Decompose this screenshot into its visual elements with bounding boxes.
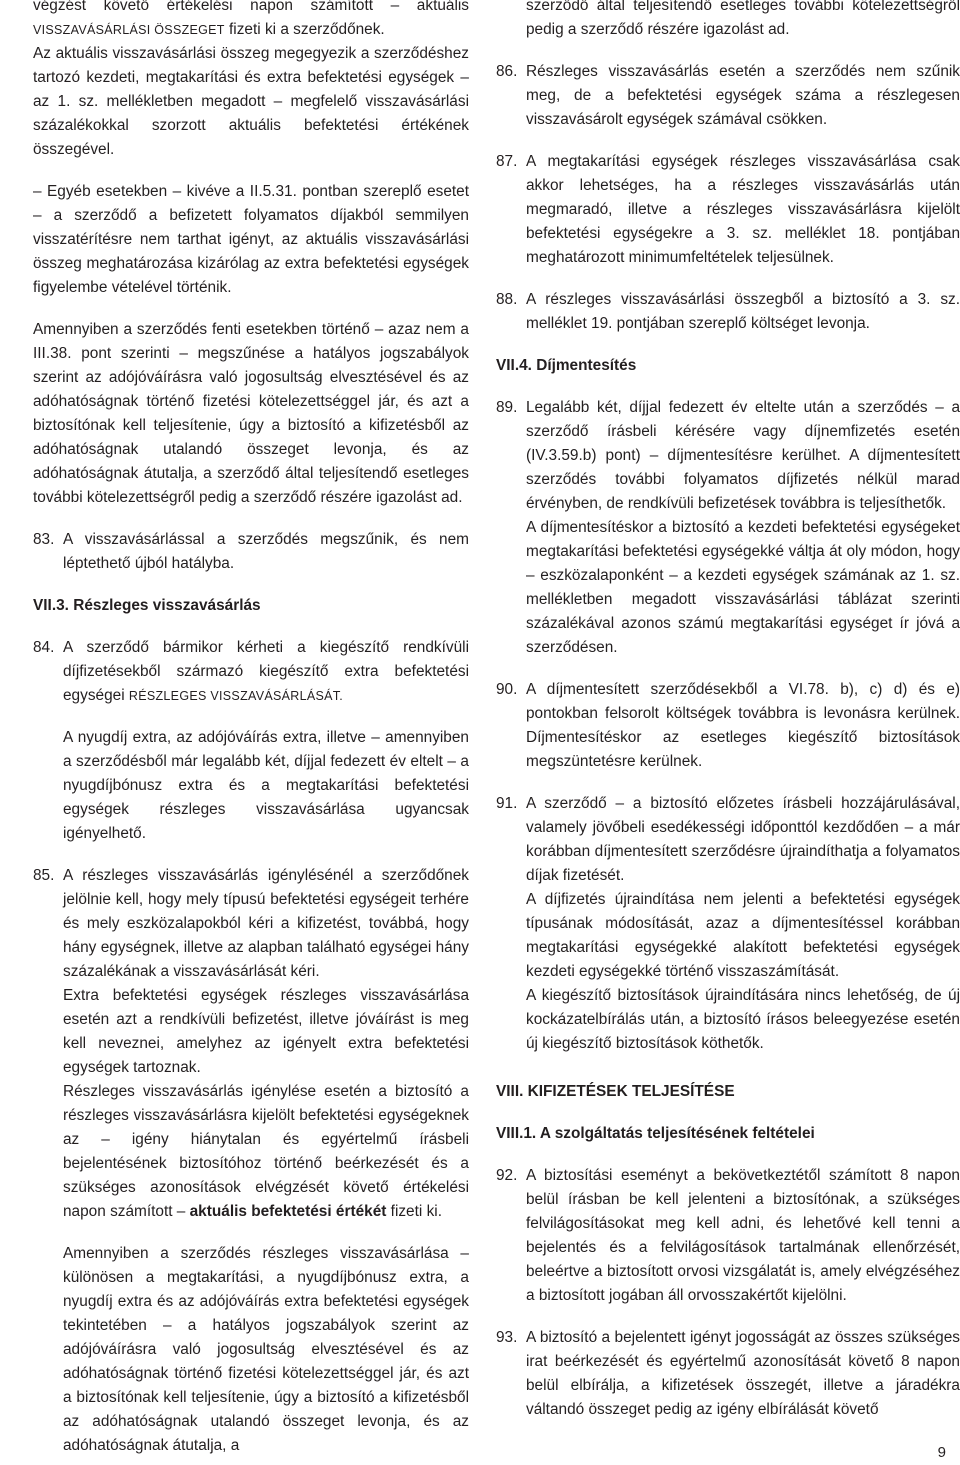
paragraph-current-value: Az aktuális visszavásárlási összeg megegyezik a szerződéshez tartozó kezdeti, megtakarítási és extra befektetési egységek – az 1. sz. mellékletben megadott – megfelelő visszavásárlási százalékokkal szorzott aktuális befektetési értékének összegével. [33,45,469,158]
left-column [33,0,469,1458]
item-number: 90. [496,681,518,698]
section-heading-8: VIII. KIFIZETÉSEK TELJESÍTÉSE [496,1083,735,1100]
item-89 [496,396,960,660]
text-span: fizeti ki a szerződőnek. [224,21,385,38]
item-number: 83. [33,531,55,548]
small-caps-span: VISSZAVÁSÁRLÁSI ÖSSZEGET [33,23,225,37]
item-number: 92. [496,1167,518,1184]
item-number: 91. [496,795,518,812]
item-text-2: A nyugdíj extra, az adójóváírás extra, illetve – amennyiben a szerződésből már legalább két, díjjal fedezett év eltelt – a nyugdíjbónusz extra és a megtakarítási befektetési egységek részleges visszavásárlása ugyancsak igényelhető. [63,729,469,842]
text-span: fizeti ki. [386,1203,442,1220]
item-number: 88. [496,291,518,308]
item-text: A biztosítási eseményt a bekövetkeztétől számított 8 napon belül írásban be kell jelenteni a biztosítónak, a szükséges felvilágosításokat meg kell adni, és lehetővé kell tenni a bejelentés és a felvilágosítások tartalmának ellenőrzését, beleértve a biztosított orvosi vizsgálatát is, amely elvégzéséhez a biztosított jogában áll orvosszakértőt kijelölni. [526,1167,960,1304]
item-88 [496,288,960,336]
item-92 [496,1164,960,1308]
item-87 [496,150,960,270]
page-number: 9 [937,1444,946,1461]
paragraph-continuation [33,0,469,42]
item-number: 85. [33,867,55,884]
text-span: végzést követő értékelési napon számított – aktuális [33,0,469,14]
item-text: A visszavásárlással a szerződés megszűnik, és nem léptethető újból hatályba. [63,531,469,572]
item-85 [33,864,469,1458]
item-text: A díjmentesített szerződésekből a VI.78. b), c) d) és e) pontokban felsorolt költségek továbbra is levonásra kerülnek. Díjmentesítéskor az esetleges kiegészítő biztosítások megszüntetésre kerülnek. [526,681,960,770]
bold-span: aktuális befektetési értékét [189,1203,387,1220]
item-text: A szerződő bármikor kérheti a kiegészítő rendkívüli díjfizetésekből származó kiegészítő extra befektetési egységei [63,639,469,704]
item-number: 93. [496,1329,518,1346]
item-text-3: A kiegészítő biztosítások újraindítására nincs lehetőség, de új kockázatelbírálás után, a biztosító írásos beleegyezése esetén új kiegészítő biztosítások köthetők. [526,987,960,1052]
item-text: A megtakarítási egységek részleges visszavásárlása csak akkor lehetséges, ha a részleges visszavásárlás után megmaradó, illetve a részleges visszavásárlásra kijelölt befektetési egységekre a 3. sz. melléklet 18. pontjában meghatározott minimumfeltételek teljesülnek. [526,153,960,266]
right-column [496,0,960,1422]
item-text: A részleges visszavásárlás igénylésénél a szerződőnek jelölnie kell, hogy mely típusú befektetési egységeit terhére és mely eszközalapokból kéri a kifizetést, továbbá, hogy hány egységnek, illetve az alapban található egységei hány százalékának a visszavásárlását kéri. [63,867,469,980]
section-heading-8-1: VIII.1. A szolgáltatás teljesítésének feltételei [496,1125,815,1142]
item-number: 87. [496,153,518,170]
item-text: Legalább két, díjjal fedezett év eltelte után a szerződés – a szerződő írásbeli kérésére vagy díjnemfizetés esetén (IV.3.59.b) pont) – díjmentesítésre kerülhet. A díjmentesített szerződés további folyamatos díjfizetés nélkül marad érvényben, de rendkívüli befizetések továbbra is teljesíthetők. [526,399,960,512]
item-text-2: A díjfizetés újraindítása nem jelenti a befektetési egységek típusának módosítását, azaz a díjmentesítéssel korábban megtakarítási egységekké alakított befektetési egységek kezdeti egységekké történő visszaszámítását. [526,891,960,980]
section-heading-7-4: VII.4. Díjmentesítés [496,357,637,374]
paragraph-termination-tax: Amennyiben a szerződés fenti esetekben történő – azaz nem a III.38. pont szerinti – megszűnése a hatályos jogszabályok szerint az adójóváírásra való jogosultság elvesztésével és az adóhatóságnak történő fizetési kötelezettséggel jár, és azt a biztosítónak kell teljesítenie, úgy a biztosító a kifizetésből az adóhatóságnak utalandó összeget levonja, és az adóhatóságnak átutalja, a szerződő által teljesítendő esetleges további kötelezettségről pedig a szerződő részére igazolást ad. [33,321,469,506]
item-text: A szerződő – a biztosító előzetes írásbeli hozzájárulásával, valamely jövőbeli esedékességi időponttól kezdődően – a már korábban díjmentesített szerződésre újraindíthatja a folyamatos díjak fizetését. [526,795,960,884]
paragraph-continuation: szerződő által teljesítendő esetleges további kötelezettségről pedig a szerződő részére igazolást ad. [526,0,960,38]
paragraph-other-cases: – Egyéb esetekben – kivéve a II.5.31. pontban szereplő esetet – a szerződő a befizetett folyamatos díjakból semmilyen visszatérítésre nem tarthat igényt, az aktuális visszavásárlási összeg meghatározása kizárólag az extra befektetési egységek figyelembe vételével történik. [33,183,469,296]
small-caps-span: RÉSZLEGES VISSZAVÁSÁRLÁSÁT. [128,689,344,703]
item-text-3: Részleges visszavásárlás igénylése esetén a biztosító a részleges visszavásárlásra kijelölt befektetési egységeknek az – igény hiánytalan és egyértelmű írásbeli bejelentésének biztosítóhoz történő beérkezését és a szükséges azonosítások elvégzését követő értékelési napon számított – [63,1083,469,1220]
item-91 [496,792,960,1056]
section-heading-7-3: VII.3. Részleges visszavásárlás [33,597,261,614]
item-86 [496,60,960,132]
item-number: 86. [496,63,518,80]
item-number: 89. [496,399,518,416]
item-93 [496,1326,960,1422]
item-text: A biztosító a bejelentett igényt jogosságát az összes szükséges irat beérkezését és egyértelmű azonosítását követő 8 napon belül elbírálja, a kifizetések összegét, illetve a járadékra váltandó összeget pedig az igény elbírálását követő [526,1329,960,1418]
item-84 [33,636,469,846]
item-text: Részleges visszavásárlás esetén a szerződés nem szűnik meg, de a befektetési egységek száma a részlegesen visszavásárolt egységek számával csökken. [526,63,960,128]
item-text-2: Extra befektetési egységek részleges visszavásárlása esetén azt a rendkívüli befizetést, illetve jóváírást is meg kell neveznei, amelyhez az igényelt extra befektetési egységek tartoznak. [63,987,469,1076]
item-number: 84. [33,639,55,656]
item-text: A részleges visszavásárlási összegből a biztosító a 3. sz. melléklet 19. pontjában szereplő költséget levonja. [526,291,960,332]
item-83 [33,528,469,576]
item-text-4: Amennyiben a szerződés részleges visszavásárlása – különösen a megtakarítási, a nyugdíjbónusz extra, a nyugdíj extra és az adójóváírás extra befektetési egységek tekintetében – a hatályos jogszabályok szerint az adójóváírásra való jogosultság elvesztésével és az adóhatóságnak történő fizetési kötelezettséggel jár, és azt a biztosítónak kell teljesítenie, úgy a biztosító a kifizetésből az adóhatóságnak utalandó összeget levonja, és az adóhatóságnak átutalja, a [63,1245,469,1454]
item-90 [496,678,960,774]
item-text-2: A díjmentesítéskor a biztosító a kezdeti befektetési egységeket megtakarítási befektetési egységekké váltja át oly módon, hogy – eszközalaponként – a kezdeti egységek számának az 1. sz. mellékletben megadott visszavásárlási táblázat szerinti százalékával azonos számú megtakarítási egységet ír jóvá a szerződésen. [526,519,960,656]
